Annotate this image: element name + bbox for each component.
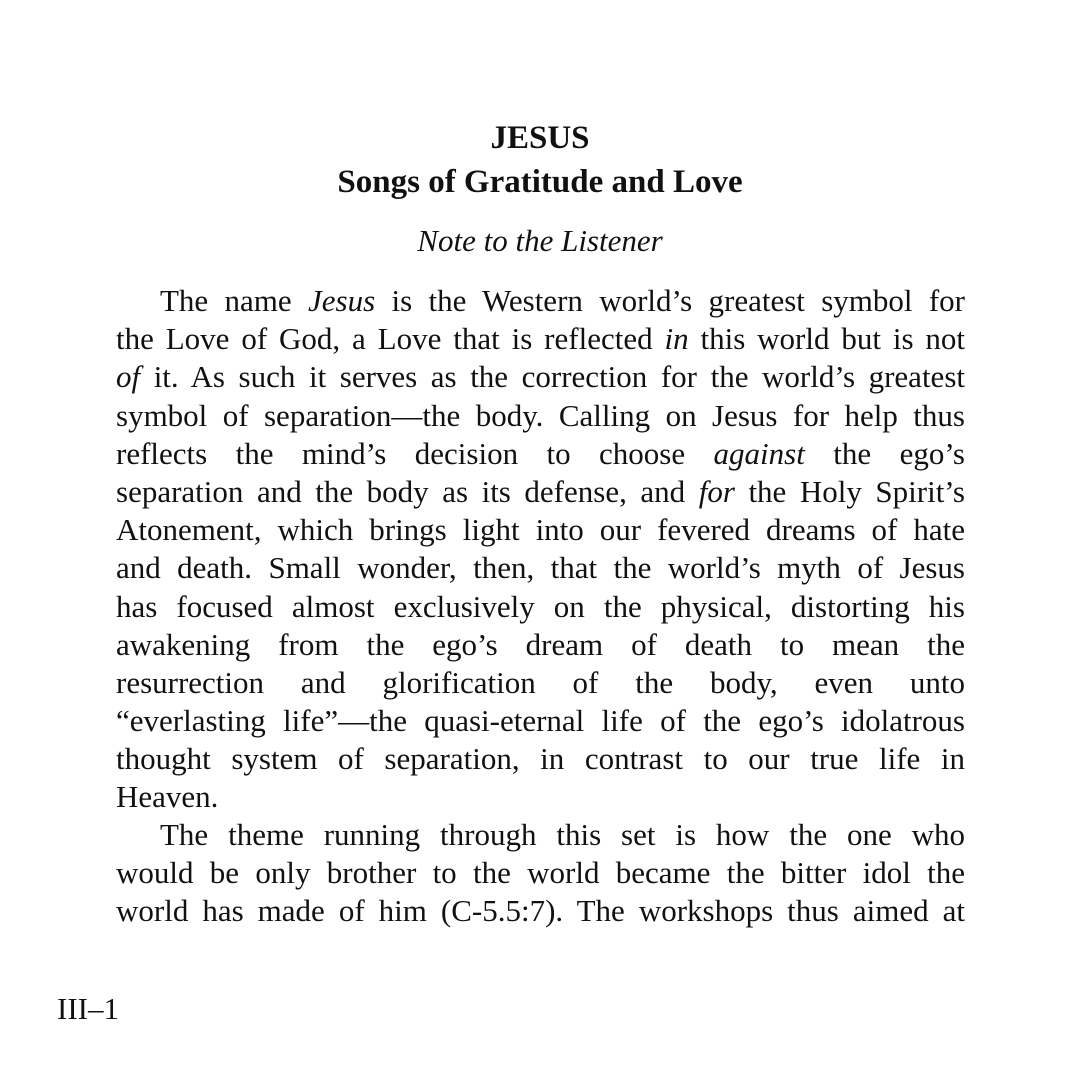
text-line: the Love of God, a Love that is reflected in this world but is not [116,321,966,357]
paragraph-2 [116,816,965,931]
text-line: thought system of separation, in contrast to our true life in [116,741,965,777]
text-line: of it. As such it serves as the correction for the world’s greatest [116,359,965,395]
text-line: Heaven. [116,779,219,815]
text-line: would be only brother to the world became the bitter idol the [116,855,965,891]
text-line: resurrection and glorification of the body, even unto [116,664,965,700]
document-title: JESUS [490,120,590,156]
text-line: has focused almost exclusively on the physical, distorting his [116,588,965,624]
section-heading: Note to the Listener [417,223,663,258]
text-line: “everlasting life”—the quasi-eternal life of the ego’s idolatrous [116,703,965,739]
text-line: Atonement, which brings light into our fevered dreams of hate [116,512,965,548]
text-line: and death. Small wonder, then, that the world’s myth of Jesus [116,550,965,586]
text-line: The theme running through this set is how the one who [160,817,965,852]
text-line: world has made of him (C-5.5:7). The workshops thus aimed at [116,893,965,929]
text-line: The name Jesus is the Western world’s greatest symbol for [160,283,965,318]
page-number: III–1 [57,991,119,1026]
paragraph-1 [116,282,965,817]
text-line: awakening from the ego’s dream of death to mean the [116,626,965,662]
text-line: separation and the body as its defense, and for the Holy Spirit’s [116,473,965,509]
text-line: symbol of separation—the body. Calling on Jesus for help thus [116,397,965,433]
document-subtitle: Songs of Gratitude and Love [337,164,743,200]
text-line: reflects the mind’s decision to choose against the ego’s [116,435,965,471]
